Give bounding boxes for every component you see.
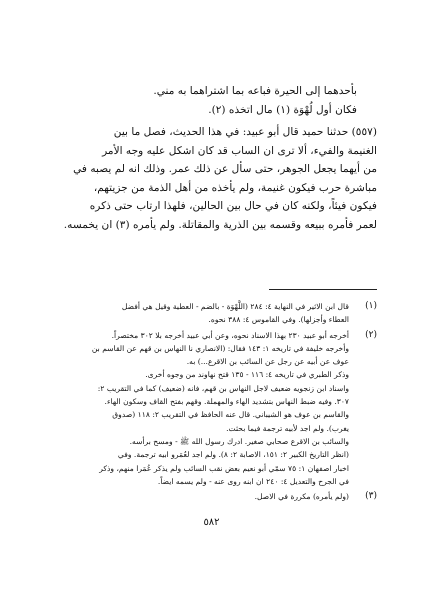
- footnote-line: واسناد ابن زنجويه ضعيف لاجل النهاس بن قهم، فانه (ضعيف) كما في التقريب ٢:: [97, 383, 349, 393]
- text-line: الغنيمة والفيء، ألا ترى ان الساب قد كان اشكل عليه وجه الأمر: [102, 144, 377, 157]
- footnote-line: وذكر الطبري في تاريخه ٤: ١١٦ - ١٣٥ قتح نهاوند من وجوه أخرى.: [145, 370, 349, 380]
- footnote-line: يغرب). ولم اجد لأبيه ترجمة فيما بحثت.: [226, 423, 349, 433]
- footnotes: [32, 300, 377, 505]
- main-text: [35, 82, 377, 234]
- text-line: (٥٥٧) حدثنا حميد قال أبو عبيد: في هذا الحديث، فصل ما بين: [113, 126, 377, 138]
- footnote: [32, 490, 377, 503]
- footnote-divider: [269, 289, 377, 290]
- footnote-line: أخرجه أبو عبيد ٢٣٠ بهذا الاسناد نحوه، وعن أبي عبيد أخرجه بلا ٣٠٢ مختصراً.: [111, 330, 349, 340]
- footnote-line: قال ابن الاثير في النهاية ٤: ٢٨٤ (اللُّهْوَة - بالضم - العطية وقيل هي أفضل: [121, 302, 349, 311]
- footnote-line: (ولم يأمره) مكررة في الاصل.: [254, 492, 349, 502]
- footnote-line: عوف عن أبيه عن رجل عن السائب بن الاقرع...) به.: [186, 357, 349, 367]
- footnote-line: وأخرجه خليفة في تاريخه ١: ١٤٣ فقال: (الانصاري نا النهاس بن قهم عن القاسم بن: [91, 343, 349, 353]
- text-line: فيكون فيئاً، ولكنه كان في حال بين الحالين، فلهذا ارتاب حتى ذكره: [89, 200, 377, 212]
- footnote-line: العطاء وأجزلها). وفي القاموس ٤: ٣٨٨ نحوه.: [208, 315, 349, 325]
- footnote-line: ٣٠٧. وفيه ضبط النهاس بتشديد الهاء والمهملة. وقهم بفتح القاف وسكون الهاء.: [104, 397, 349, 407]
- footnote: [32, 329, 377, 489]
- footnote: [32, 300, 377, 327]
- text-line: فكان أول لُهْوَة (١) مال اتخذه (٢).: [208, 103, 357, 116]
- text-line: مباشرة حرب فيكون غنيمة، ولم يأخذه من أهل الذمة من جزيتهم،: [93, 181, 377, 194]
- text-line: لعمر فأمره ببيعه وقسمه بين الذرية والمقاتلة. ولم يأمره (٣) ان يخمسه.: [63, 218, 377, 231]
- footnote-line: في الجرح والتعديل ٤: ٢٤٠ ان ابنه روى عنه - ولم يسمه ايضاً.: [157, 476, 349, 486]
- footnote-number: (١): [365, 301, 377, 311]
- footnote-line: اخبار اصفهان ١: ٧٥ سمّي أبو نعيم بعض نقب السائب ولم يذكر عُمَرا منهم، وذكر: [99, 463, 349, 473]
- page-number: ٥٨٢: [203, 517, 220, 528]
- footnote-line: (انظر التاريخ الكبير ٢: ١٥١، الاصابة ٢: ٨). ولم اجد لعُمَرو ابيه ترجمة. وفي: [117, 450, 349, 460]
- text-line: بأحدهما إلى الحيرة فباعه بما اشتراهما به مني.: [153, 85, 357, 97]
- footnote-number: (٣): [365, 491, 377, 502]
- footnote-line: والقاسم بن عوف هو الشيباني. قال عنه الحافظ في التقريب ٢: ١١٨ (صدوق: [112, 410, 349, 420]
- text-line: من أيهما يجعل الجوهر، حتى سأل عن ذلك عمر. وذلك انه لم يصبه في: [73, 163, 377, 175]
- footnote-line: والسائب بن الاقرع صحابي صغير. ادرك رسول الله ﷺ - ومسح برأسه.: [129, 436, 349, 446]
- footnote-number: (٢): [365, 329, 377, 340]
